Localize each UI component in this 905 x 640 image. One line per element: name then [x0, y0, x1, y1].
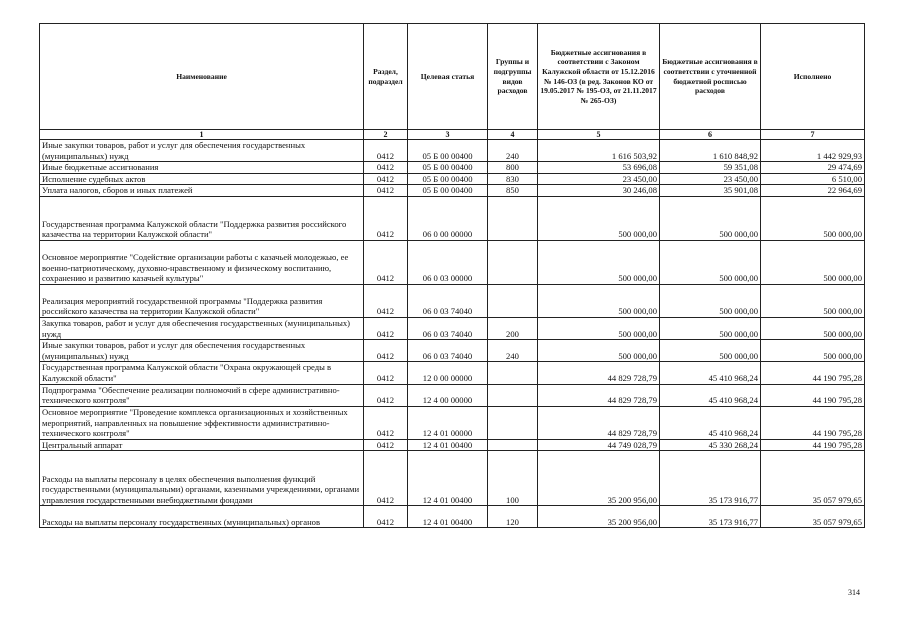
- cell-name: Расходы на выплаты персоналу государственных (муниципальных) органов: [40, 506, 364, 528]
- page-number: 314: [848, 588, 860, 597]
- cell-section: 0412: [364, 439, 408, 451]
- cell-section: 0412: [364, 196, 408, 240]
- cell-group: 800: [488, 162, 538, 174]
- cell-section: 0412: [364, 162, 408, 174]
- cell-name: Иные закупки товаров, работ и услуг для обеспечения государственных (муниципальных) нужд: [40, 340, 364, 362]
- cell-revised: 35 173 916,77: [660, 451, 761, 506]
- cell-target: 06 0 03 74040: [408, 284, 488, 317]
- cell-executed: 6 510,00: [761, 173, 865, 185]
- cell-law: 35 200 956,00: [538, 506, 660, 528]
- cell-target: 06 0 03 74040: [408, 340, 488, 362]
- cell-name: Уплата налогов, сборов и иных платежей: [40, 185, 364, 197]
- cell-target: 05 Б 00 00400: [408, 173, 488, 185]
- cell-revised: 35 173 916,77: [660, 506, 761, 528]
- table-row: [40, 173, 865, 185]
- cell-revised: 500 000,00: [660, 317, 761, 339]
- cell-executed: 22 964,69: [761, 185, 865, 197]
- cell-revised: 59 351,08: [660, 162, 761, 174]
- cell-target: 12 4 01 00000: [408, 406, 488, 439]
- cell-section: 0412: [364, 406, 408, 439]
- cell-executed: 44 190 795,28: [761, 384, 865, 406]
- cell-group: 120: [488, 506, 538, 528]
- budget-table: [39, 23, 865, 528]
- cell-group: [488, 240, 538, 284]
- colnum: 7: [761, 130, 865, 140]
- cell-section: 0412: [364, 284, 408, 317]
- colnum: 1: [40, 130, 364, 140]
- cell-executed: 44 190 795,28: [761, 362, 865, 384]
- cell-target: 06 0 03 74040: [408, 317, 488, 339]
- table-row: [40, 362, 865, 384]
- column-number-row: [40, 130, 865, 140]
- header-name: Наименование: [40, 24, 364, 130]
- header-row: [40, 24, 865, 130]
- cell-name: Центральный аппарат: [40, 439, 364, 451]
- cell-group: 850: [488, 185, 538, 197]
- cell-name: Иные бюджетные ассигнования: [40, 162, 364, 174]
- cell-target: 05 Б 00 00400: [408, 185, 488, 197]
- cell-executed: 500 000,00: [761, 317, 865, 339]
- cell-target: 05 Б 00 00400: [408, 140, 488, 162]
- cell-section: 0412: [364, 451, 408, 506]
- header-revised: Бюджетные ассигнования в соответствии с уточненной бюджетной росписью расходов: [660, 24, 761, 130]
- header-section: Раздел, подраздел: [364, 24, 408, 130]
- cell-name: Исполнение судебных актов: [40, 173, 364, 185]
- cell-law: 500 000,00: [538, 284, 660, 317]
- cell-executed: 35 057 979,65: [761, 451, 865, 506]
- table-row: [40, 384, 865, 406]
- cell-section: 0412: [364, 362, 408, 384]
- cell-name: Закупка товаров, работ и услуг для обеспечения государственных (муниципальных) нужд: [40, 317, 364, 339]
- cell-target: 12 4 01 00400: [408, 451, 488, 506]
- cell-revised: 500 000,00: [660, 340, 761, 362]
- cell-section: 0412: [364, 173, 408, 185]
- cell-law: 53 696,08: [538, 162, 660, 174]
- cell-target: 12 4 01 00400: [408, 506, 488, 528]
- cell-law: 44 829 728,79: [538, 406, 660, 439]
- cell-law: 44 829 728,79: [538, 362, 660, 384]
- header-target: Целевая статья: [408, 24, 488, 130]
- cell-executed: 1 442 929,93: [761, 140, 865, 162]
- cell-section: 0412: [364, 340, 408, 362]
- cell-name: Государственная программа Калужской области "Охрана окружающей среды в Калужской области": [40, 362, 364, 384]
- cell-name: Подпрограмма "Обеспечение реализации полномочий в сфере административно-технического контроля": [40, 384, 364, 406]
- cell-group: 240: [488, 140, 538, 162]
- header-law: Бюджетные ассигнования в соответствии с Законом Калужской области от 15.12.2016 № 146-ОЗ (в ред. Законов КО от 19.05.2017 № 195-ОЗ, от 21.11.2017 № 265-ОЗ): [538, 24, 660, 130]
- cell-name: Расходы на выплаты персоналу в целях обеспечения выполнения функций государственными (муниципальными) органами, казенными учреждениями, органами управления государственными внебюджетными фондами: [40, 451, 364, 506]
- cell-group: [488, 384, 538, 406]
- cell-law: 44 749 028,79: [538, 439, 660, 451]
- cell-target: 12 4 00 00000: [408, 384, 488, 406]
- cell-group: [488, 406, 538, 439]
- cell-revised: 500 000,00: [660, 196, 761, 240]
- cell-executed: 500 000,00: [761, 196, 865, 240]
- cell-executed: 35 057 979,65: [761, 506, 865, 528]
- cell-revised: 1 610 848,92: [660, 140, 761, 162]
- cell-section: 0412: [364, 506, 408, 528]
- table-row: [40, 240, 865, 284]
- cell-revised: 35 901,08: [660, 185, 761, 197]
- table-row: [40, 185, 865, 197]
- cell-law: 35 200 956,00: [538, 451, 660, 506]
- colnum: 6: [660, 130, 761, 140]
- cell-law: 23 450,00: [538, 173, 660, 185]
- cell-group: [488, 362, 538, 384]
- cell-group: 240: [488, 340, 538, 362]
- colnum: 5: [538, 130, 660, 140]
- cell-name: Государственная программа Калужской области "Поддержка развития российского казачества на территории Калужской области": [40, 196, 364, 240]
- cell-section: 0412: [364, 240, 408, 284]
- cell-law: 500 000,00: [538, 196, 660, 240]
- cell-group: [488, 284, 538, 317]
- cell-revised: 45 410 968,24: [660, 384, 761, 406]
- header-executed: Исполнено: [761, 24, 865, 130]
- cell-group: 200: [488, 317, 538, 339]
- colnum: 3: [408, 130, 488, 140]
- cell-target: 12 4 01 00400: [408, 439, 488, 451]
- table-row: [40, 451, 865, 506]
- table-row: [40, 406, 865, 439]
- cell-law: 1 616 503,92: [538, 140, 660, 162]
- cell-executed: 29 474,69: [761, 162, 865, 174]
- cell-target: 06 0 03 00000: [408, 240, 488, 284]
- table-row: [40, 196, 865, 240]
- cell-executed: 44 190 795,28: [761, 406, 865, 439]
- cell-revised: 500 000,00: [660, 284, 761, 317]
- cell-name: Основное мероприятие "Содействие организации работы с казачьей молодежью, ее военно-патриотическому, духовно-нравственному и физическому воспитанию, сохранению и развитию казачьей культуры": [40, 240, 364, 284]
- cell-name: Реализация мероприятий государственной программы "Поддержка развития российского казачества на территории Калужской области": [40, 284, 364, 317]
- cell-revised: 45 410 968,24: [660, 406, 761, 439]
- cell-law: 500 000,00: [538, 340, 660, 362]
- cell-executed: 500 000,00: [761, 240, 865, 284]
- cell-target: 12 0 00 00000: [408, 362, 488, 384]
- cell-executed: 500 000,00: [761, 340, 865, 362]
- colnum: 2: [364, 130, 408, 140]
- cell-executed: 500 000,00: [761, 284, 865, 317]
- table-row: [40, 162, 865, 174]
- cell-section: 0412: [364, 140, 408, 162]
- cell-name: Основное мероприятие "Проведение комплекса организационных и хозяйственных мероприятий, направленных на повышение эффективности административно-технического контроля": [40, 406, 364, 439]
- cell-target: 06 0 00 00000: [408, 196, 488, 240]
- colnum: 4: [488, 130, 538, 140]
- cell-revised: 45 330 268,24: [660, 439, 761, 451]
- cell-law: 30 246,08: [538, 185, 660, 197]
- header-groups: Группы и подгруппы видов расходов: [488, 24, 538, 130]
- cell-law: 44 829 728,79: [538, 384, 660, 406]
- table-row: [40, 284, 865, 317]
- table-row: [40, 340, 865, 362]
- cell-group: [488, 439, 538, 451]
- cell-section: 0412: [364, 317, 408, 339]
- cell-section: 0412: [364, 384, 408, 406]
- cell-group: 100: [488, 451, 538, 506]
- table-row: [40, 439, 865, 451]
- table-row: [40, 506, 865, 528]
- cell-target: 05 Б 00 00400: [408, 162, 488, 174]
- cell-group: [488, 196, 538, 240]
- cell-executed: 44 190 795,28: [761, 439, 865, 451]
- cell-revised: 45 410 968,24: [660, 362, 761, 384]
- cell-revised: 500 000,00: [660, 240, 761, 284]
- cell-law: 500 000,00: [538, 317, 660, 339]
- table-row: [40, 317, 865, 339]
- cell-section: 0412: [364, 185, 408, 197]
- cell-law: 500 000,00: [538, 240, 660, 284]
- cell-group: 830: [488, 173, 538, 185]
- table-row: [40, 140, 865, 162]
- cell-name: Иные закупки товаров, работ и услуг для обеспечения государственных (муниципальных) нужд: [40, 140, 364, 162]
- cell-revised: 23 450,00: [660, 173, 761, 185]
